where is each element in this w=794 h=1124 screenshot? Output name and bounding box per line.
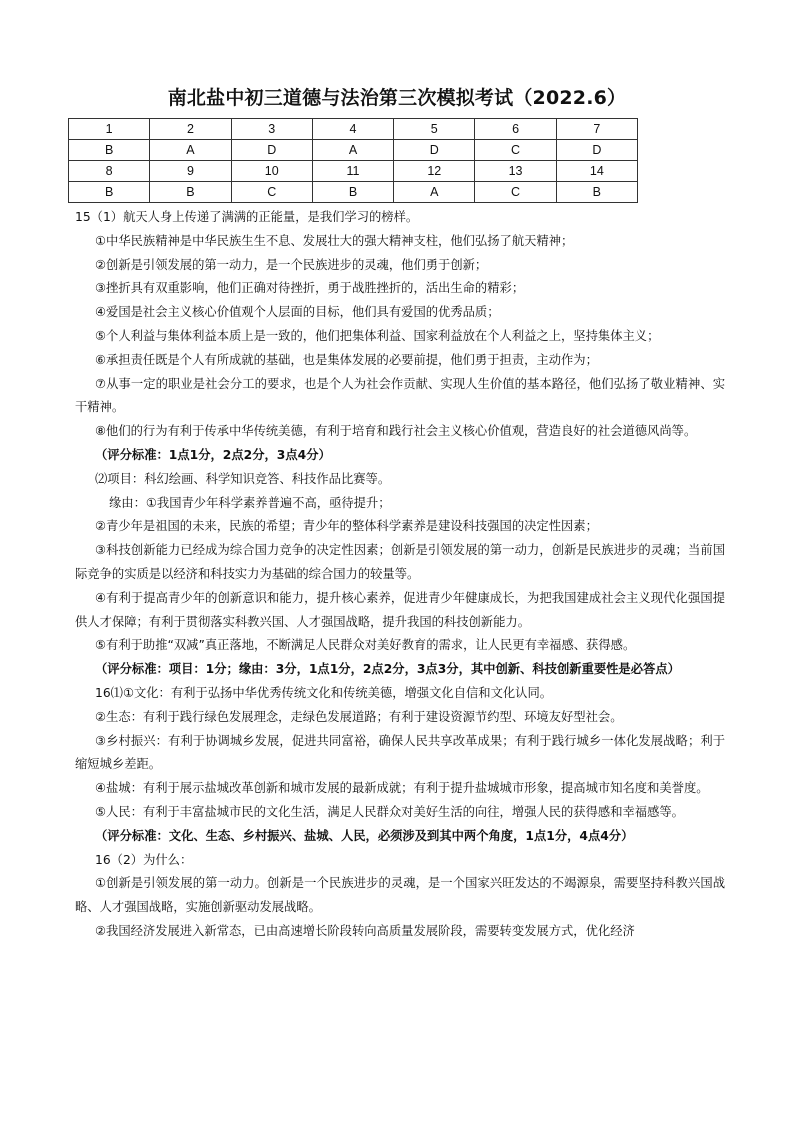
q16-2-point-1: ①创新是引领发展的第一动力。创新是一个民族进步的灵魂，是一个国家兴旺发达的不竭源泉，需要坚持科教兴国战略、人才强国战略，实施创新驱动发展战略。 — [75, 876, 725, 915]
q15-1-point-1: ①中华民族精神是中华民族生生不息、发展壮大的强大精神支柱，他们弘扬了航天精神； — [95, 233, 574, 248]
q15-2-project: ⑵项目：科幻绘画、科学知识竞答、科技作品比赛等。 — [95, 471, 391, 486]
question-number-cell: 12 — [394, 161, 475, 182]
question-number-row — [69, 119, 638, 140]
question-number-cell: 9 — [150, 161, 231, 182]
q15-1-point-7: ⑦从事一定的职业是社会分工的要求，也是个人为社会作贡献、实现人生价值的基本路径，他们弘扬了敬业精神、实干精神。 — [75, 376, 725, 415]
answer-cell: D — [556, 140, 637, 161]
answer-cell: A — [312, 140, 393, 161]
question-number-cell: 5 — [394, 119, 475, 140]
question-number-cell: 10 — [231, 161, 312, 182]
question-number-cell: 14 — [556, 161, 637, 182]
question-number-cell: 7 — [556, 119, 637, 140]
answer-cell: B — [69, 182, 150, 203]
document-title: 南北盐中初三道德与法治第三次模拟考试（2022.6） — [167, 87, 627, 109]
q15-1-point-4: ④爱国是社会主义核心价值观个人层面的目标，他们具有爱国的优秀品质； — [95, 305, 500, 320]
answer-cell: D — [394, 140, 475, 161]
q16-2-point-2: ②我国经济发展进入新常态，已由高速增长阶段转向高质量发展阶段，需要转变发展方式，优化经济 — [95, 923, 635, 938]
question-number-row — [69, 161, 638, 182]
q15-2-reason-1: 缘由：①我国青少年科学素养普遍不高，亟待提升； — [109, 495, 391, 510]
question-number-cell: 11 — [312, 161, 393, 182]
answer-cell: B — [150, 182, 231, 203]
answer-cell: C — [475, 140, 556, 161]
q16-2-heading: 16（2）为什么： — [95, 852, 193, 867]
q15-1-point-3: ③挫折具有双重影响，他们正确对待挫折，勇于战胜挫折的，活出生命的精彩； — [95, 281, 525, 296]
answer-cell: A — [150, 140, 231, 161]
q15-1-point-2: ②创新是引领发展的第一动力，是一个民族进步的灵魂，他们勇于创新； — [95, 257, 488, 272]
answer-table — [68, 118, 638, 203]
q15-2-reason-4: ④有利于提高青少年的创新意识和能力，提升核心素养，促进青少年健康成长，为把我国建成社会主义现代化强国提供人才保障；有利于贯彻落实科教兴国、人才强国战略，提升我国的科技创新能力。 — [75, 590, 725, 629]
q15-1-point-6: ⑥承担责任既是个人有所成就的基础，也是集体发展的必要前提，他们勇于担责，主动作为； — [95, 352, 598, 367]
question-number-cell: 2 — [150, 119, 231, 140]
q15-1-point-8: ⑧他们的行为有利于传承中华传统美德，有利于培育和践行社会主义核心价值观，营造良好的社会道德风尚等。 — [95, 424, 697, 439]
answer-cell: B — [556, 182, 637, 203]
answer-row — [69, 182, 638, 203]
question-number-cell: 1 — [69, 119, 150, 140]
answer-row — [69, 140, 638, 161]
q15-2-reason-5: ⑤有利于助推“双减”真正落地，不断满足人民群众对美好教育的需求，让人民更有幸福感、获得感。 — [95, 638, 636, 653]
q16-1-ecology: ②生态：有利于践行绿色发展理念，走绿色发展道路；有利于建设资源节约型、环境友好型社会。 — [95, 709, 623, 724]
q15-1-point-5: ⑤个人利益与集体利益本质上是一致的，他们把集体利益、国家利益放在个人利益之上，坚持集体主义； — [95, 328, 660, 343]
question-number-cell: 6 — [475, 119, 556, 140]
q15-1-heading: 15（1）航天人身上传递了满满的正能量，是我们学习的榜样。 — [75, 210, 419, 224]
q16-1-rural: ③乡村振兴：有利于协调城乡发展，促进共同富裕，确保人民共享改革成果；有利于践行城乡一体化发展战略；利于缩短城乡差距。 — [75, 733, 725, 772]
answer-cell: A — [394, 182, 475, 203]
q15-2-scoring: （评分标准：项目：1分；缘由：3分，1点1分，2点2分，3点3分，其中创新、科技创新重要性是必答点） — [95, 662, 680, 677]
answer-cell: D — [231, 140, 312, 161]
q15-1-scoring: （评分标准：1点1分，2点2分，3点4分） — [95, 447, 331, 462]
q16-1-people: ⑤人民：有利于丰富盐城市民的文化生活，满足人民群众对美好生活的向往，增强人民的获得感和幸福感等。 — [95, 804, 684, 819]
answer-cell: B — [69, 140, 150, 161]
question-number-cell: 3 — [231, 119, 312, 140]
question-number-cell: 4 — [312, 119, 393, 140]
q15-2-reason-3: ③科技创新能力已经成为综合国力竞争的决定性因素；创新是引领发展的第一动力，创新是民族进步的灵魂；当前国际竞争的实质是以经济和科技实力为基础的综合国力的较量等。 — [75, 543, 725, 581]
q16-1-culture: 16⑴①文化：有利于弘扬中华优秀传统文化和传统美德，增强文化自信和文化认同。 — [95, 685, 553, 700]
answer-cell: B — [312, 182, 393, 203]
question-number-cell: 8 — [69, 161, 150, 182]
question-number-cell: 13 — [475, 161, 556, 182]
q15-2-reason-2: ②青少年是祖国的未来，民族的希望；青少年的整体科学素养是建设科技强国的决定性因素； — [95, 519, 598, 534]
answer-cell: C — [231, 182, 312, 203]
q16-1-yancheng: ④盐城：有利于展示盐城改革创新和城市发展的最新成就；有利于提升盐城城市形象，提高城市知名度和美誉度。 — [95, 781, 709, 796]
answer-body — [75, 206, 725, 944]
q16-1-scoring: （评分标准：文化、生态、乡村振兴、盐城、人民，必须涉及到其中两个角度，1点1分，4点4分） — [95, 828, 634, 843]
answer-cell: C — [475, 182, 556, 203]
